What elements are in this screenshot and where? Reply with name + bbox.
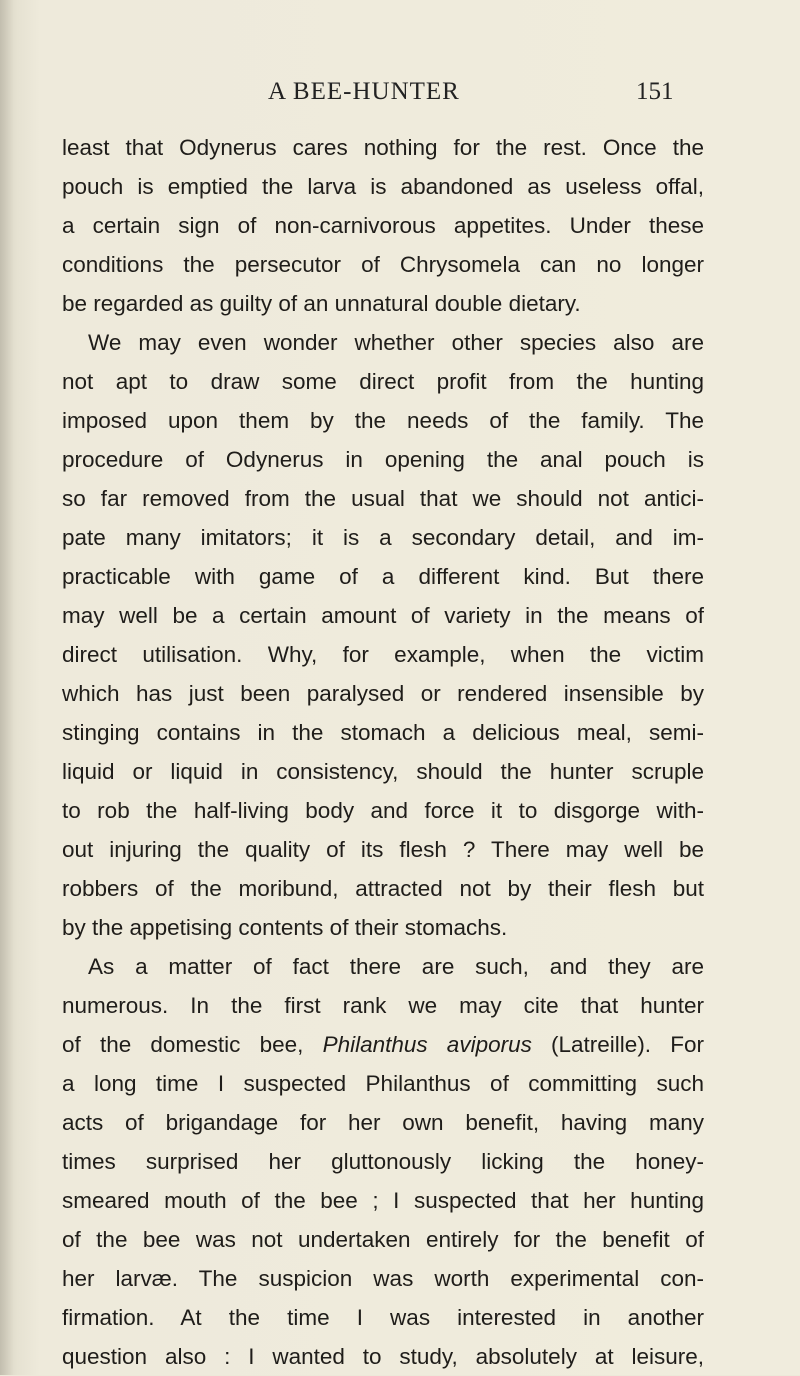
text-line: practicable with game of a different kind. But there: [62, 564, 704, 589]
page-header: [0, 78, 800, 118]
text-line: be regarded as guilty of an unnatural double dietary.: [62, 291, 581, 316]
text-line: of the bee was not undertaken entirely for the benefit of: [62, 1227, 704, 1252]
text-line: liquid or liquid in consistency, should the hunter scruple: [62, 759, 704, 784]
text-line: her larvæ. The suspicion was worth experimental con-: [62, 1266, 704, 1291]
text-line: pate many imitators; it is a secondary detail, and im-: [62, 525, 704, 550]
species-name-italic: Philanthus aviporus: [322, 1032, 532, 1057]
text-line: a certain sign of non-carnivorous appetites. Under these: [62, 213, 704, 238]
body-text: [62, 128, 704, 1376]
text-line: conditions the persecutor of Chrysomela can no longer: [62, 252, 704, 277]
page-number: 151: [636, 78, 674, 105]
text-line: by the appetising contents of their stomachs.: [62, 915, 508, 940]
text-line: out injuring the quality of its flesh ? There may well be: [62, 837, 704, 862]
text-line: robbers of the moribund, attracted not by their flesh but: [62, 876, 704, 901]
text-line: so far removed from the usual that we should not antici-: [62, 486, 704, 511]
text-line: stinging contains in the stomach a delicious meal, semi-: [62, 720, 704, 745]
text-line: may well be a certain amount of variety in the means of: [62, 603, 704, 628]
text-line: a long time I suspected Philanthus of committing such: [62, 1071, 704, 1096]
text-line: As a matter of fact there are such, and they are: [88, 954, 704, 979]
text-line: pouch is emptied the larva is abandoned as useless offal,: [62, 174, 704, 199]
text-line: question also : I wanted to study, absolutely at leisure,: [62, 1344, 704, 1369]
text-line-with-italic: [62, 1025, 704, 1064]
gutter-shadow: [0, 0, 14, 1375]
text-line: direct utilisation. Why, for example, when the victim: [62, 642, 704, 667]
text-line: to rob the half-living body and force it to disgorge with-: [62, 798, 704, 823]
text-line: We may even wonder whether other species also are: [88, 330, 704, 355]
text-line: imposed upon them by the needs of the family. The: [62, 408, 704, 433]
text-line: acts of brigandage for her own benefit, having many: [62, 1110, 704, 1135]
text-line: not apt to draw some direct profit from the hunting: [62, 369, 704, 394]
text-run: (Latreille). For: [531, 1032, 704, 1057]
text-line: least that Odynerus cares nothing for the rest. Once the: [62, 135, 704, 160]
text-line: which has just been paralysed or rendered insensible by: [62, 681, 704, 706]
text-line: numerous. In the first rank we may cite that hunter: [62, 993, 704, 1018]
text-line: firmation. At the time I was interested in another: [62, 1305, 704, 1330]
running-head: A BEE-HUNTER: [268, 78, 460, 105]
text-line: smeared mouth of the bee ; I suspected that her hunting: [62, 1188, 704, 1213]
text-run: of the domestic bee,: [62, 1032, 323, 1057]
text-line: times surprised her gluttonously licking the honey-: [62, 1149, 704, 1174]
text-line: procedure of Odynerus in opening the anal pouch is: [62, 447, 704, 472]
